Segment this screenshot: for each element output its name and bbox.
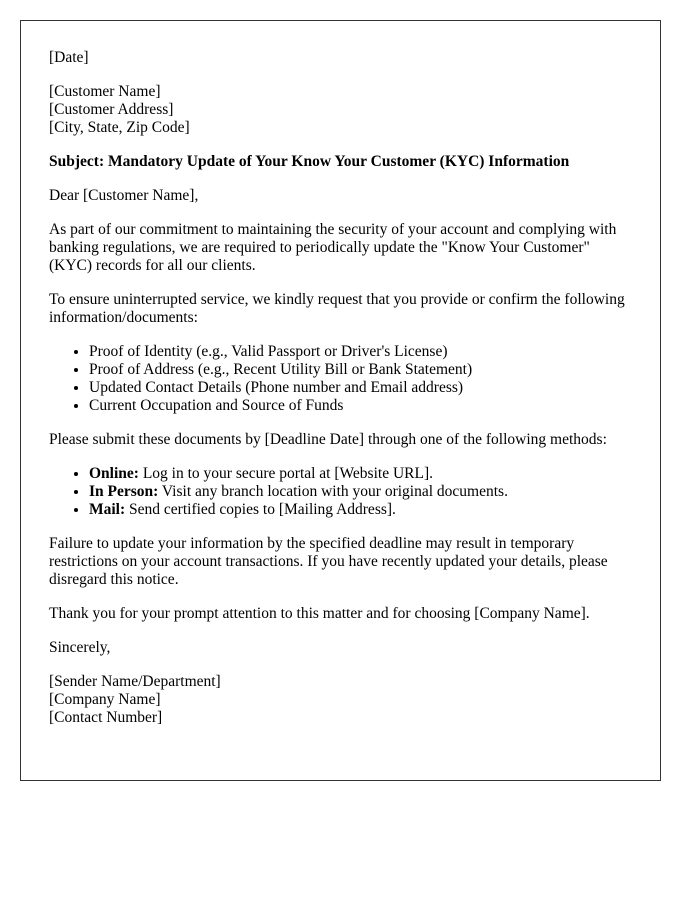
method-text: Send certified copies to [Mailing Address]. (125, 501, 396, 518)
recipient-address: [Customer Address] (49, 101, 174, 118)
intro-paragraph: As part of our commitment to maintaining the security of your account and complying with banking regulations, we are required to periodically update the "Know Your Customer" (KYC) records for all our clients. (49, 221, 617, 274)
list-item (89, 483, 632, 501)
method-label: Online: (89, 465, 139, 482)
submit-paragraph: Please submit these documents by [Deadline Date] through one of the following methods: (49, 431, 607, 448)
method-text: Log in to your secure portal at [Website URL]. (138, 465, 433, 482)
request-paragraph: To ensure uninterrupted service, we kindly request that you provide or confirm the following information/documents: (49, 291, 625, 326)
thanks-paragraph: Thank you for your prompt attention to this matter and for choosing [Company Name]. (49, 605, 590, 622)
method-label: Mail: (89, 501, 126, 518)
list-item: • Proof of Address (e.g., Recent Utility Bill or Bank Statement) (89, 361, 632, 379)
letter-container (20, 20, 661, 781)
letter-subject: Subject: Mandatory Update of Your Know Your Customer (KYC) Information (49, 153, 570, 170)
signature-block (49, 673, 632, 727)
letter-closing: Sincerely, (49, 639, 111, 656)
company-name: [Company Name] (49, 691, 161, 708)
method-label: In Person: (89, 483, 159, 500)
warning-paragraph: Failure to update your information by the specified deadline may result in temporary restrictions on your account transactions. If you have recently updated your details, please disregard this notice. (49, 535, 608, 588)
recipient-address-block (49, 83, 632, 137)
sender-name: [Sender Name/Department] (49, 673, 221, 690)
list-item: • Current Occupation and Source of Funds (89, 397, 632, 415)
method-text: Visit any branch location with your original documents. (158, 483, 508, 500)
contact-number: [Contact Number] (49, 709, 163, 726)
submission-methods-list (49, 465, 632, 519)
letter-date: [Date] (49, 49, 89, 66)
required-documents-list (49, 343, 632, 415)
recipient-name: [Customer Name] (49, 83, 161, 100)
list-item (89, 465, 632, 483)
list-item: • Updated Contact Details (Phone number and Email address) (89, 379, 632, 397)
recipient-city-state-zip: [City, State, Zip Code] (49, 119, 190, 136)
list-item: • Proof of Identity (e.g., Valid Passport or Driver's License) (89, 343, 632, 361)
list-item (89, 501, 632, 519)
letter-salutation: Dear [Customer Name], (49, 187, 199, 204)
